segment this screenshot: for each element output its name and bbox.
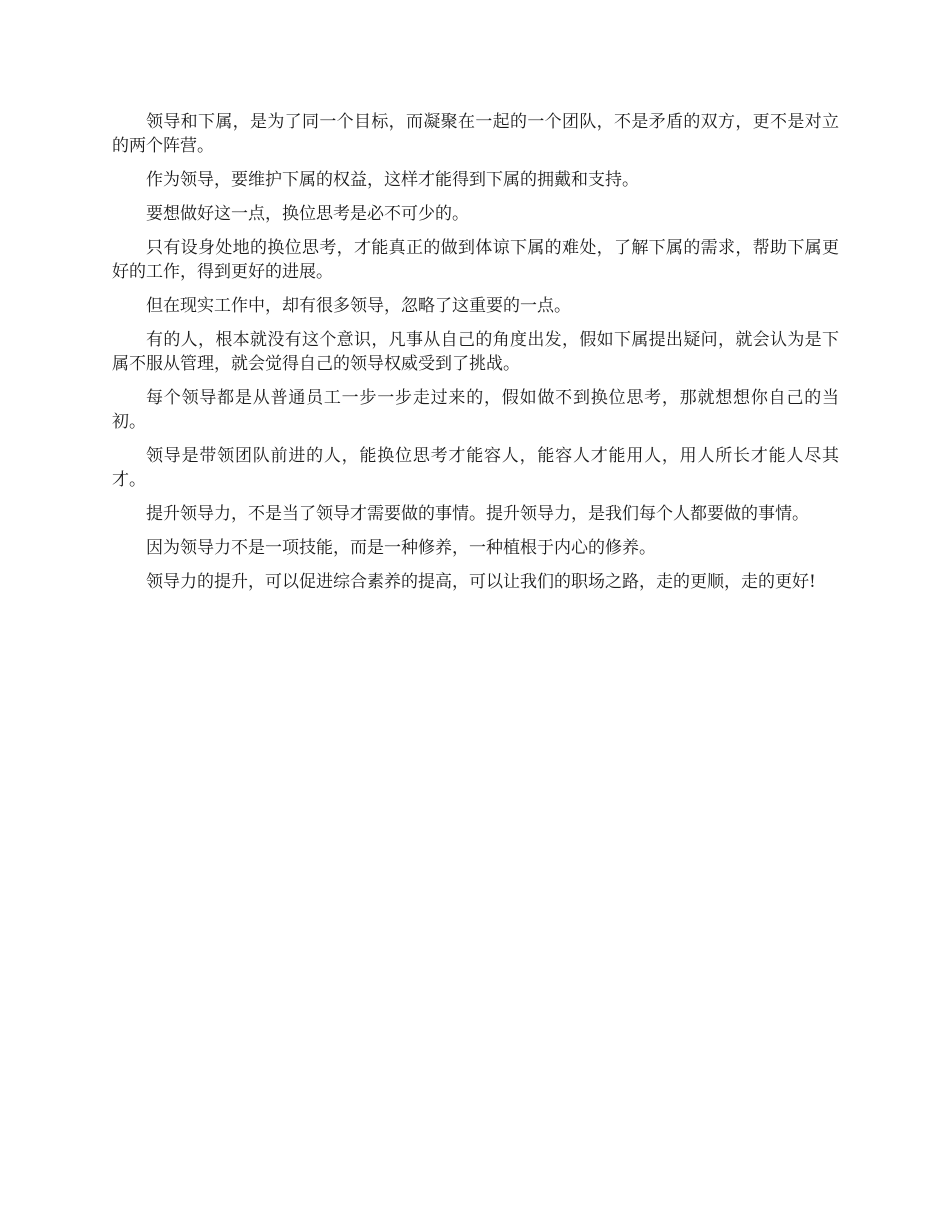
paragraph: 领导是带领团队前进的人，能换位思考才能容人，能容人才能用人，用人所长才能人尽其才。 <box>112 446 839 490</box>
document-body <box>112 110 839 604</box>
paragraph: 领导力的提升，可以促进综合素养的提高，可以让我们的职场之路，走的更顺，走的更好! <box>146 572 816 592</box>
paragraph: 只有设身处地的换位思考，才能真正的做到体谅下属的难处，了解下属的需求，帮助下属更好的工作，得到更好的进展。 <box>112 238 839 282</box>
paragraph: 因为领导力不是一项技能，而是一种修养，一种植根于内心的修养。 <box>146 538 656 558</box>
paragraph: 有的人，根本就没有这个意识，凡事从自己的角度出发，假如下属提出疑问，就会认为是下属不服从管理，就会觉得自己的领导权威受到了挑战。 <box>112 330 839 374</box>
paragraph: 作为领导，要维护下属的权益，这样才能得到下属的拥戴和支持。 <box>146 170 639 190</box>
paragraph: 领导和下属，是为了同一个目标，而凝聚在一起的一个团队，不是矛盾的双方，更不是对立的两个阵营。 <box>112 112 839 156</box>
paragraph: 每个领导都是从普通员工一步一步走过来的，假如做不到换位思考，那就想想你自己的当初。 <box>112 388 839 432</box>
paragraph: 提升领导力，不是当了领导才需要做的事情。提升领导力，是我们每个人都要做的事情。 <box>146 504 809 524</box>
paragraph: 但在现实工作中，却有很多领导，忽略了这重要的一点。 <box>146 296 571 316</box>
paragraph: 要想做好这一点，换位思考是必不可少的。 <box>146 204 469 224</box>
